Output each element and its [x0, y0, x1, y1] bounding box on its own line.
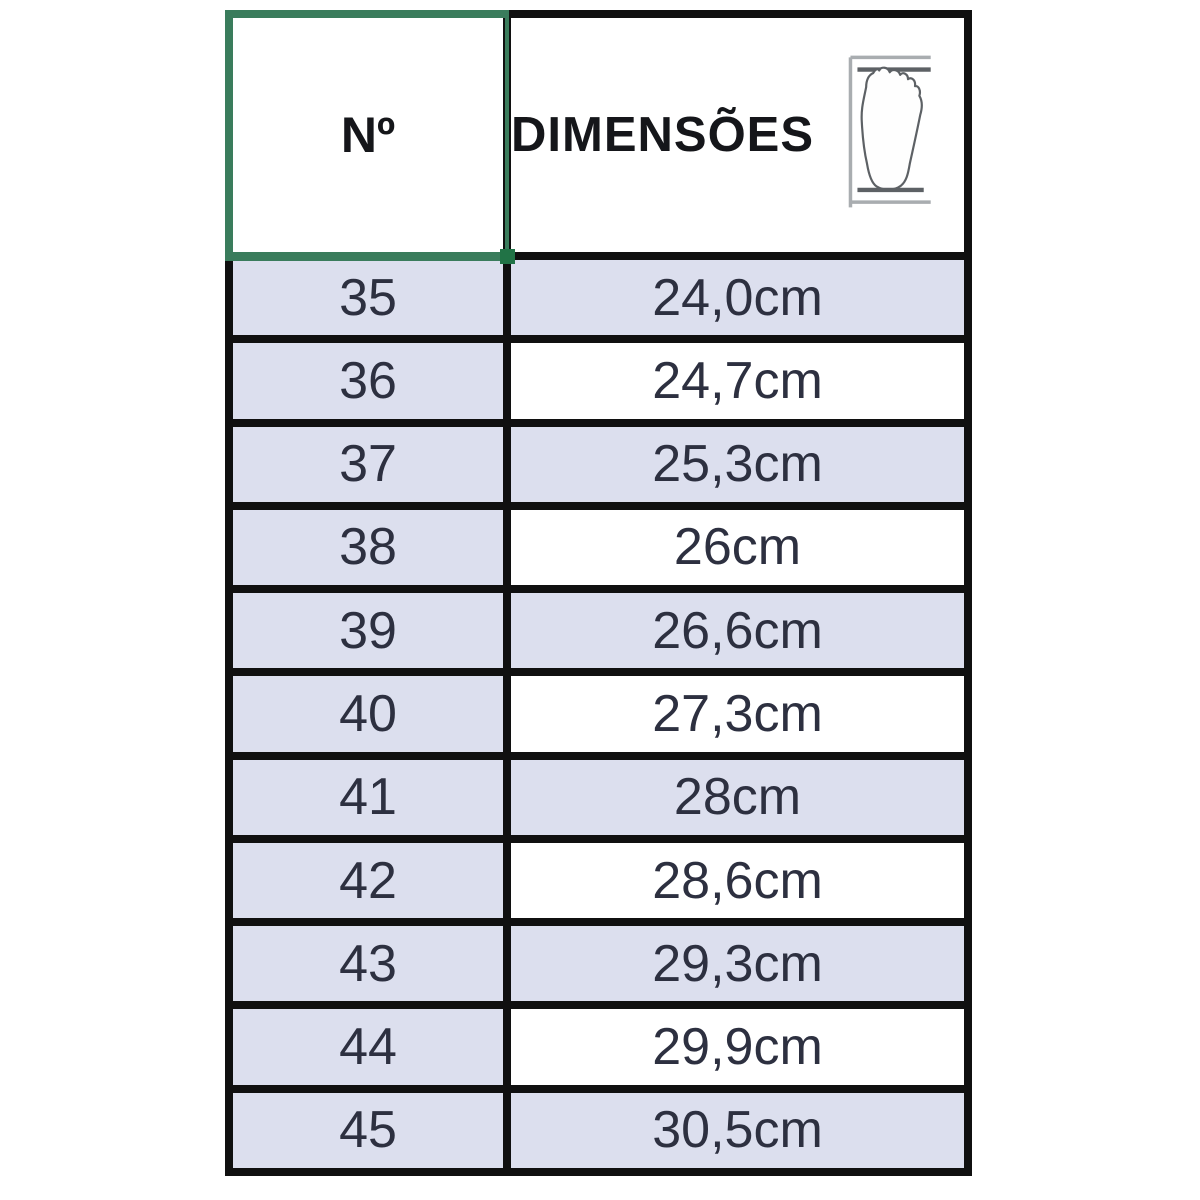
dimension-cell-43: [511, 926, 964, 1001]
size-value: 39: [339, 601, 397, 660]
dimensions-column-header: DIMENSÕES: [511, 108, 815, 162]
size-chart-table: [225, 10, 972, 1176]
dimension-value: 24,0cm: [652, 268, 823, 327]
foot-measurement-icon: [840, 43, 936, 227]
size-value: 40: [339, 684, 397, 743]
size-column-header: Nº: [340, 107, 396, 163]
size-cell-43: [233, 926, 503, 1001]
size-cell-38: [233, 510, 503, 585]
dimension-cell-37: [511, 427, 964, 502]
size-cell-42: [233, 843, 503, 918]
size-cell-40: [233, 676, 503, 751]
dimension-cell-38: [511, 510, 964, 585]
size-cell-39: [233, 593, 503, 668]
size-value: 41: [339, 768, 397, 827]
dimension-cell-41: [511, 760, 964, 835]
dimension-cell-44: [511, 1009, 964, 1084]
header-cell-dimensions: [511, 18, 964, 252]
dimension-value: 26,6cm: [652, 601, 823, 660]
size-cell-45: [233, 1093, 503, 1168]
size-cell-37: [233, 427, 503, 502]
dimension-cell-39: [511, 593, 964, 668]
dimension-cell-35: [511, 260, 964, 335]
size-value: 36: [339, 351, 397, 410]
size-value: 44: [339, 1018, 397, 1077]
size-value: 38: [339, 518, 397, 577]
dimension-value: 28cm: [673, 768, 802, 827]
dimension-value: 26cm: [673, 518, 802, 577]
dimension-value: 29,9cm: [652, 1018, 823, 1077]
size-value: 42: [339, 851, 397, 910]
dimension-cell-36: [511, 343, 964, 418]
dimension-value: 29,3cm: [652, 934, 823, 993]
size-value: 35: [339, 268, 397, 327]
dimension-value: 24,7cm: [652, 351, 823, 410]
size-cell-44: [233, 1009, 503, 1084]
size-value: 37: [339, 435, 397, 494]
size-value: 45: [339, 1101, 397, 1160]
size-cell-36: [233, 343, 503, 418]
dimension-value: 25,3cm: [652, 435, 823, 494]
dimension-value: 27,3cm: [652, 684, 823, 743]
dimension-value: 30,5cm: [652, 1101, 823, 1160]
size-cell-35: [233, 260, 503, 335]
size-value: 43: [339, 934, 397, 993]
dimension-cell-42: [511, 843, 964, 918]
dimension-cell-45: [511, 1093, 964, 1168]
dimension-value: 28,6cm: [652, 851, 823, 910]
size-cell-41: [233, 760, 503, 835]
header-cell-size: [233, 18, 503, 252]
dimension-cell-40: [511, 676, 964, 751]
